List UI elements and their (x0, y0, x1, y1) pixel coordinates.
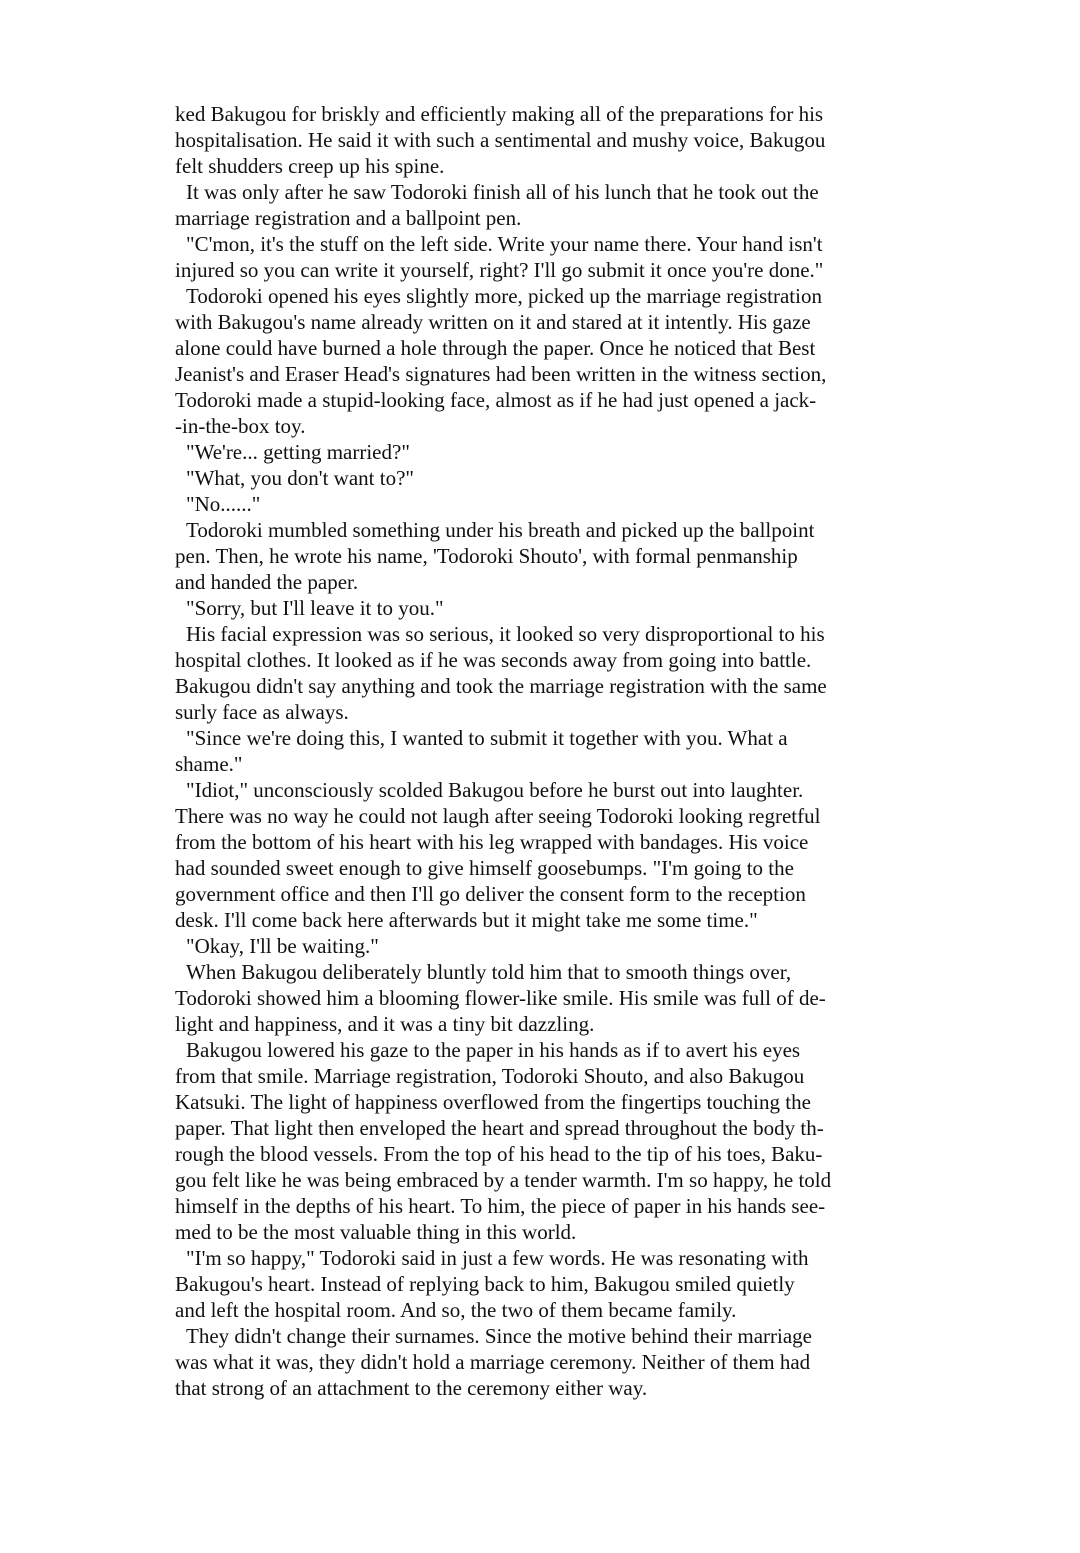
text-line: desk. I'll come back here afterwards but it might take me some time." (175, 908, 758, 932)
text-line: med to be the most valuable thing in this world. (175, 1220, 577, 1244)
text-line: -in-the-box toy. (175, 414, 306, 438)
text-line: They didn't change their surnames. Since the motive behind their marriage (186, 1324, 813, 1348)
text-line: had sounded sweet enough to give himself goosebumps. "I'm going to the (175, 856, 794, 880)
text-line: Todoroki opened his eyes slightly more, picked up the marriage registration (186, 284, 822, 308)
text-line: light and happiness, and it was a tiny bit dazzling. (175, 1012, 595, 1036)
text-line: There was no way he could not laugh after seeing Todoroki looking regretful (175, 804, 821, 828)
text-line: hospitalisation. He said it with such a sentimental and mushy voice, Bakugou (175, 128, 826, 152)
text-line: "No......" (186, 492, 261, 516)
text-line: "Sorry, but I'll leave it to you." (186, 596, 444, 620)
text-line: surly face as always. (175, 700, 349, 724)
text-line: hospital clothes. It looked as if he was seconds away from going into battle. (175, 648, 812, 672)
text-line: Bakugou didn't say anything and took the marriage registration with the same (175, 674, 827, 698)
text-line: government office and then I'll go deliver the consent form to the reception (175, 882, 806, 906)
text-line: injured so you can write it yourself, right? I'll go submit it once you're done." (175, 258, 824, 282)
text-line: Todoroki made a stupid-looking face, almost as if he had just opened a jack- (175, 388, 817, 412)
text-line: ked Bakugou for briskly and efficiently making all of the preparations for his (175, 102, 824, 126)
text-line: "What, you don't want to?" (186, 466, 414, 490)
text-line: from the bottom of his heart with his leg wrapped with bandages. His voice (175, 830, 809, 854)
body-text (175, 101, 915, 1401)
text-line: Katsuki. The light of happiness overflowed from the fingertips touching the (175, 1090, 811, 1114)
text-line: paper. That light then enveloped the heart and spread throughout the body th- (175, 1116, 824, 1140)
text-line: Bakugou lowered his gaze to the paper in his hands as if to avert his eyes (186, 1038, 801, 1062)
text-line: "Idiot," unconsciously scolded Bakugou before he burst out into laughter. (186, 778, 804, 802)
text-line: and handed the paper. (175, 570, 359, 594)
text-line: alone could have burned a hole through the paper. Once he noticed that Best (175, 336, 816, 360)
text-line: Bakugou's heart. Instead of replying back to him, Bakugou smiled quietly (175, 1272, 795, 1296)
text-line: gou felt like he was being embraced by a tender warmth. I'm so happy, he told (175, 1168, 832, 1192)
text-line: and left the hospital room. And so, the two of them became family. (175, 1298, 737, 1322)
text-line: marriage registration and a ballpoint pen. (175, 206, 522, 230)
text-line: "We're... getting married?" (186, 440, 410, 464)
text-line: Todoroki showed him a blooming flower-like smile. His smile was full of de- (175, 986, 826, 1010)
text-line: It was only after he saw Todoroki finish all of his lunch that he took out the (186, 180, 819, 204)
text-line: "C'mon, it's the stuff on the left side. Write your name there. Your hand isn't (186, 232, 823, 256)
text-line: rough the blood vessels. From the top of his head to the tip of his toes, Baku- (175, 1142, 823, 1166)
text-line: Jeanist's and Eraser Head's signatures had been written in the witness section, (175, 362, 827, 386)
text-line: felt shudders creep up his spine. (175, 154, 445, 178)
text-line: "Since we're doing this, I wanted to submit it together with you. What a (186, 726, 788, 750)
text-line: from that smile. Marriage registration, Todoroki Shouto, and also Bakugou (175, 1064, 805, 1088)
text-line: shame." (175, 752, 243, 776)
text-line: "Okay, I'll be waiting." (186, 934, 379, 958)
text-line: When Bakugou deliberately bluntly told him that to smooth things over, (186, 960, 792, 984)
text-line: that strong of an attachment to the ceremony either way. (175, 1376, 648, 1400)
text-line: with Bakugou's name already written on it and stared at it intently. His gaze (175, 310, 811, 334)
text-line: pen. Then, he wrote his name, 'Todoroki Shouto', with formal penmanship (175, 544, 798, 568)
text-line: was what it was, they didn't hold a marriage ceremony. Neither of them had (175, 1350, 811, 1374)
text-line: His facial expression was so serious, it looked so very disproportional to his (186, 622, 825, 646)
text-line: "I'm so happy," Todoroki said in just a few words. He was resonating with (186, 1246, 809, 1270)
text-line: himself in the depths of his heart. To him, the piece of paper in his hands see- (175, 1194, 826, 1218)
text-line: Todoroki mumbled something under his breath and picked up the ballpoint (186, 518, 815, 542)
